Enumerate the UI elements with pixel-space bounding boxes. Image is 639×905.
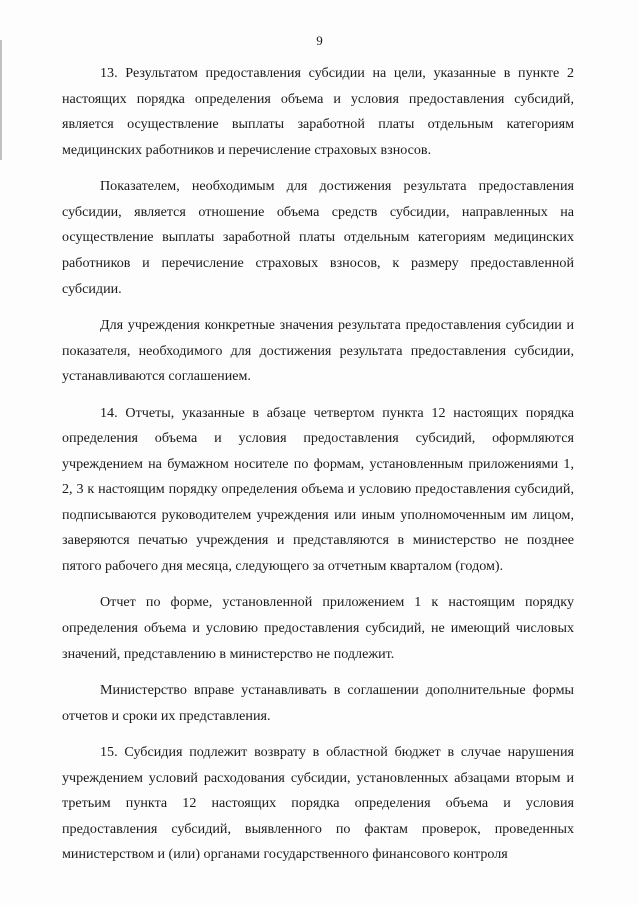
document-body <box>62 61 574 868</box>
paragraph-agreement-values: Для учреждения конкретные значения результата предоставления субсидии и показателя, необходимого для достижения результата предоставления субсидии, устанавливаются соглашением. <box>62 316 574 385</box>
paragraph-15-return: 15. Субсидия подлежит возврату в областной бюджет в случае нарушения учреждением условий расходования субсидии, установленных абзацами вторым и третьим пункта 12 настоящих порядка определения объема и условия предоставления субсидий, выявленного по фактам проверок, проведенных министерством и (или) органами государственного финансового контроля <box>62 744 574 863</box>
paragraph-13-result: 13. Результатом предоставления субсидии на цели, указанные в пункте 2 настоящих порядка определения объема и условия предоставления субсидий, является осуществление выплаты заработной платы отдельным категориям медицинских работников и перечисление страховых взносов. <box>62 65 574 158</box>
paragraph-14-reports: 14. Отчеты, указанные в абзаце четвертом пункта 12 настоящих порядка определения объема и условия предоставления субсидий, оформляются учреждением на бумажном носителе по формам, установленным приложениями 1, 2, 3 к настоящим порядку определения объема и условию предоставления субсидий, подписываются руководителем учреждения или иным уполномоченным им лицом, заверяются печатью учреждения и представляются в министерство не позднее пятого рабочего дня месяца, следующего за отчетным кварталом (годом). <box>62 404 574 575</box>
page-number: 9 <box>316 33 323 48</box>
paragraph-indicator: Показателем, необходимым для достижения результата предоставления субсидии, является отношение объема средств субсидии, направленных на осуществление выплаты заработной платы отдельным категориям медицинских работников и перечисление страховых взносов, к размеру предоставленной субсидии. <box>62 178 574 297</box>
paragraph-additional-forms: Министерство вправе устанавливать в соглашении дополнительные формы отчетов и сроки их представления. <box>62 682 574 724</box>
paragraph-report-form-1: Отчет по форме, установленной приложением 1 к настоящим порядку определения объема и условию предоставления субсидий, не имеющий числовых значений, представлению в министерство не подлежит. <box>62 594 574 662</box>
scan-edge-mark <box>0 40 2 160</box>
